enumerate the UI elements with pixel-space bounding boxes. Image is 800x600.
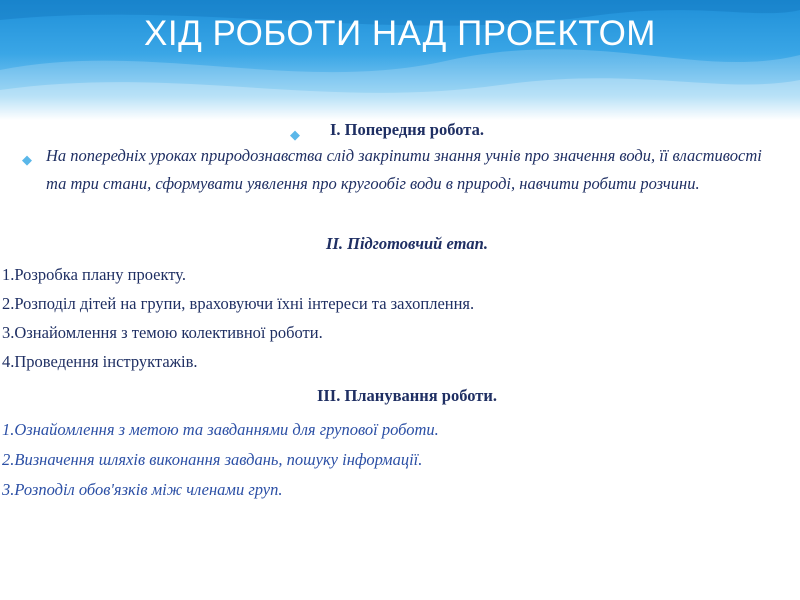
bullet-icon: ◆ xyxy=(22,152,32,167)
list-item: 3.Ознайомлення з темою колективної роботи. xyxy=(2,323,323,342)
list-item: 2.Визначення шляхів виконання завдань, пошуку інформації. xyxy=(2,450,423,469)
page-title: ХІД РОБОТИ НАД ПРОЕКТОМ xyxy=(144,14,656,53)
section2-heading: ІІ. Підготовчий етап. xyxy=(326,234,488,253)
list-item: 3.Розподіл обов'язків між членами груп. xyxy=(2,480,283,499)
header-banner xyxy=(0,0,800,120)
section1-heading: І. Попередня робота. xyxy=(330,120,484,139)
bullet-icon: ◆ xyxy=(290,127,300,142)
list-item: 1.Розробка плану проекту. xyxy=(2,265,186,284)
list-item: 4.Проведення інструктажів. xyxy=(2,352,198,371)
list-item: 2.Розподіл дітей на групи, враховуючи їхні інтереси та захоплення. xyxy=(2,294,475,313)
list-item: 1.Ознайомлення з метою та завданнями для групової роботи. xyxy=(2,420,439,439)
section3-heading: ІІІ. Планування роботи. xyxy=(316,386,498,405)
section1-paragraph: На попередніх уроках природознавства слід закріпити знання учнів про значення води, її властивості та три стани, сформувати уявлення про кругообіг води в природі, навчити робити розчини. xyxy=(46,146,762,193)
